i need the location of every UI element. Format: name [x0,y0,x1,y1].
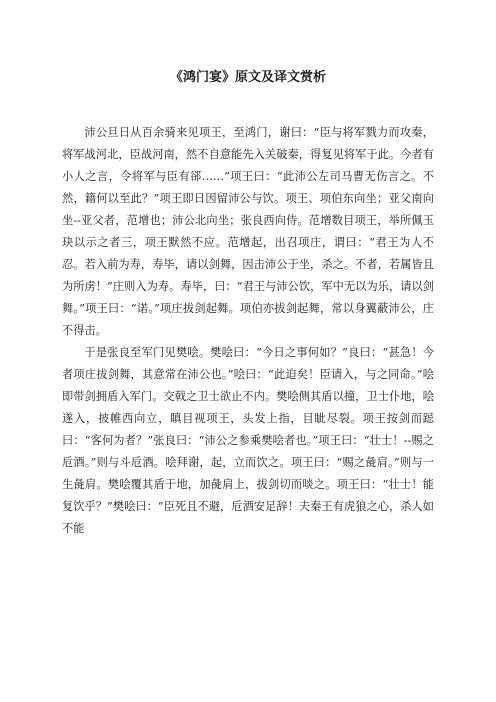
document-title: 《鸿门宴》原文及译文赏析 [169,70,326,85]
paragraph-1: 沛公旦日从百余骑来见项王，至鸿门，谢曰：“臣与将军戮力而攻秦，将军战河北，臣战河南，然不自意能先入关破秦，得复见将军于此。今者有小人之言，令将军与臣有郤……”项王曰：“此沛公左司马曹无伤言之。不然，籍何以至此？”项王即日因留沛公与饮。项王、项伯东向坐；亚父南向坐--亚父者，范增也；沛公北向坐；张良西向侍。范增数目项王，举所佩玉玦以示之者三，项王默然不应。范增起，出召项庄，谓曰：“君王为人不忍。若入前为寿，寿毕，请以剑舞，因击沛公于坐，杀之。不者，若属皆且为所虏！”庄则入为寿。寿毕，曰：“君王与沛公饮，军中无以为乐，请以剑舞。”项王曰：“诺。”项庄拔剑起舞。项伯亦拔剑起舞，常以身翼蔽沛公，庄不得击。 [62,126,434,337]
paragraph-2: 于是张良至军门见樊哙。樊哙曰：“今日之事何如？”良曰：“甚急！今者项庄拔剑舞，其意常在沛公也。”哙曰：“此迫矣！臣请入，与之同命。”哙即带剑拥盾入军门。交戟之卫士欲止不内。樊哙侧其盾以撞，卫士仆地，哙遂入，披帷西向立，瞋目视项王，头发上指，目眦尽裂。项王按剑而跽曰：“客何为者？”张良曰：“沛公之参乘樊哙者也。”项王曰：“壮士！--赐之卮酒。”则与斗卮酒。哙拜谢，起，立而饮之。项王曰：“赐之彘肩。”则与一生彘肩。樊哙覆其盾于地，加彘肩上，拔剑切而啖之。项王曰：“壮士！能复饮乎？”樊哙曰：“臣死且不避，卮酒安足辞！夫秦王有虎狼之心，杀人如不能 [62,346,434,535]
